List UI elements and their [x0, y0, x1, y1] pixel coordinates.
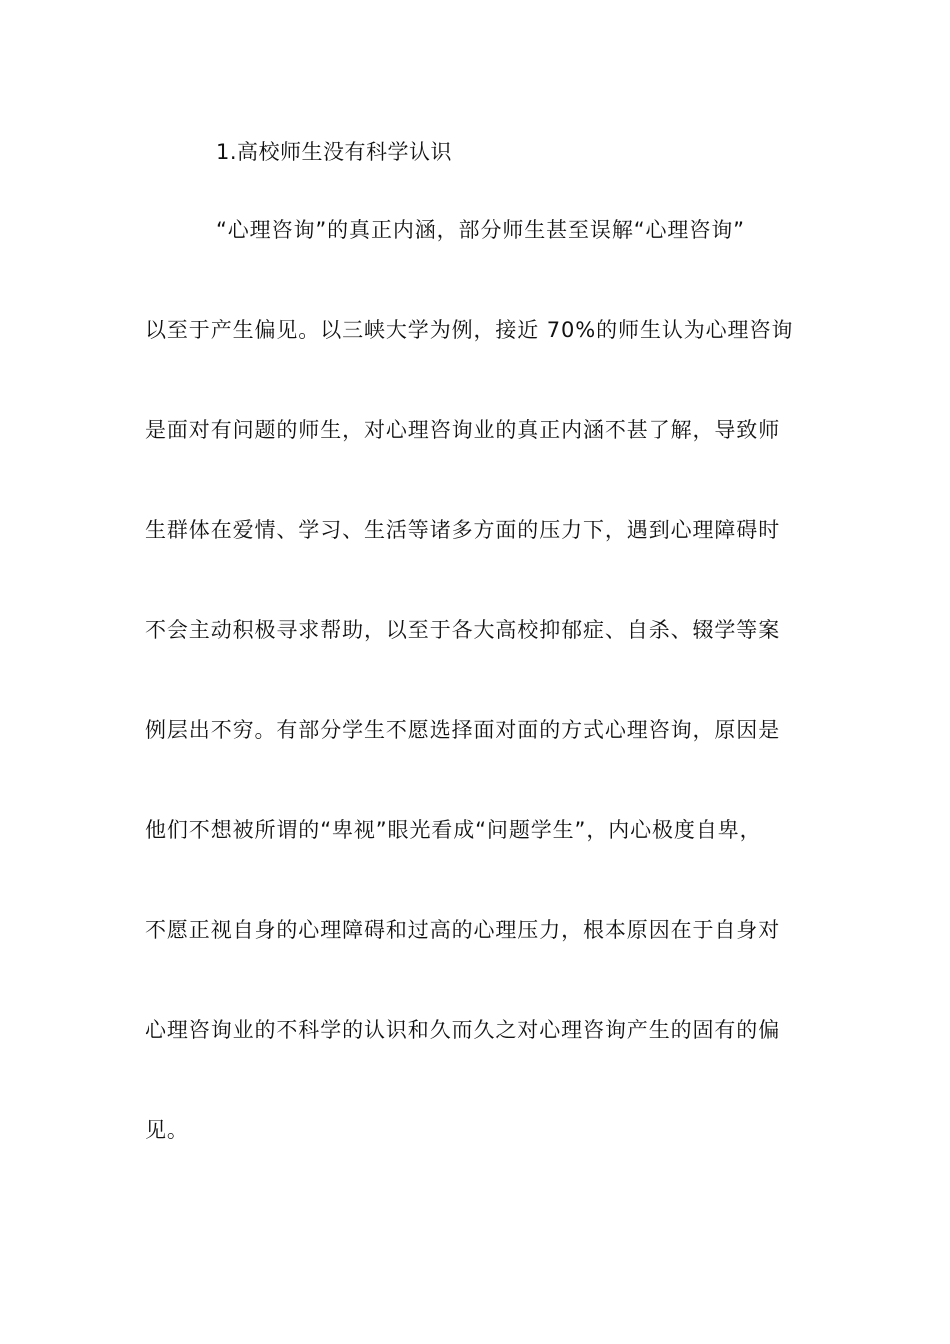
paragraph-line: 不会主动积极寻求帮助，以至于各大高校抑郁症、自杀、辍学等案 — [145, 618, 781, 642]
paragraph-line: 不愿正视自身的心理障碍和过高的心理压力，根本原因在于自身对 — [145, 918, 781, 942]
paragraph-line: 是面对有问题的师生，对心理咨询业的真正内涵不甚了解，导致师 — [145, 418, 781, 442]
paragraph-line: 生群体在爱情、学习、生活等诸多方面的压力下，遇到心理障碍时 — [145, 518, 781, 542]
paragraph-line: “心理咨询”的真正内涵，部分师生甚至误解“心理咨询” — [216, 218, 745, 242]
paragraph-line: 见。 — [145, 1118, 189, 1142]
paragraph-line: 以至于产生偏见。以三峡大学为例，接近 70%的师生认为心理咨询 — [145, 318, 794, 342]
paragraph-line: 例层出不穷。有部分学生不愿选择面对面的方式心理咨询，原因是 — [145, 718, 781, 742]
section-heading: 1.高校师生没有科学认识 — [216, 140, 453, 164]
paragraph-line: 他们不想被所谓的“卑视”眼光看成“问题学生”，内心极度自卑， — [145, 818, 762, 842]
paragraph-line: 心理咨询业的不科学的认识和久而久之对心理咨询产生的固有的偏 — [145, 1018, 781, 1042]
